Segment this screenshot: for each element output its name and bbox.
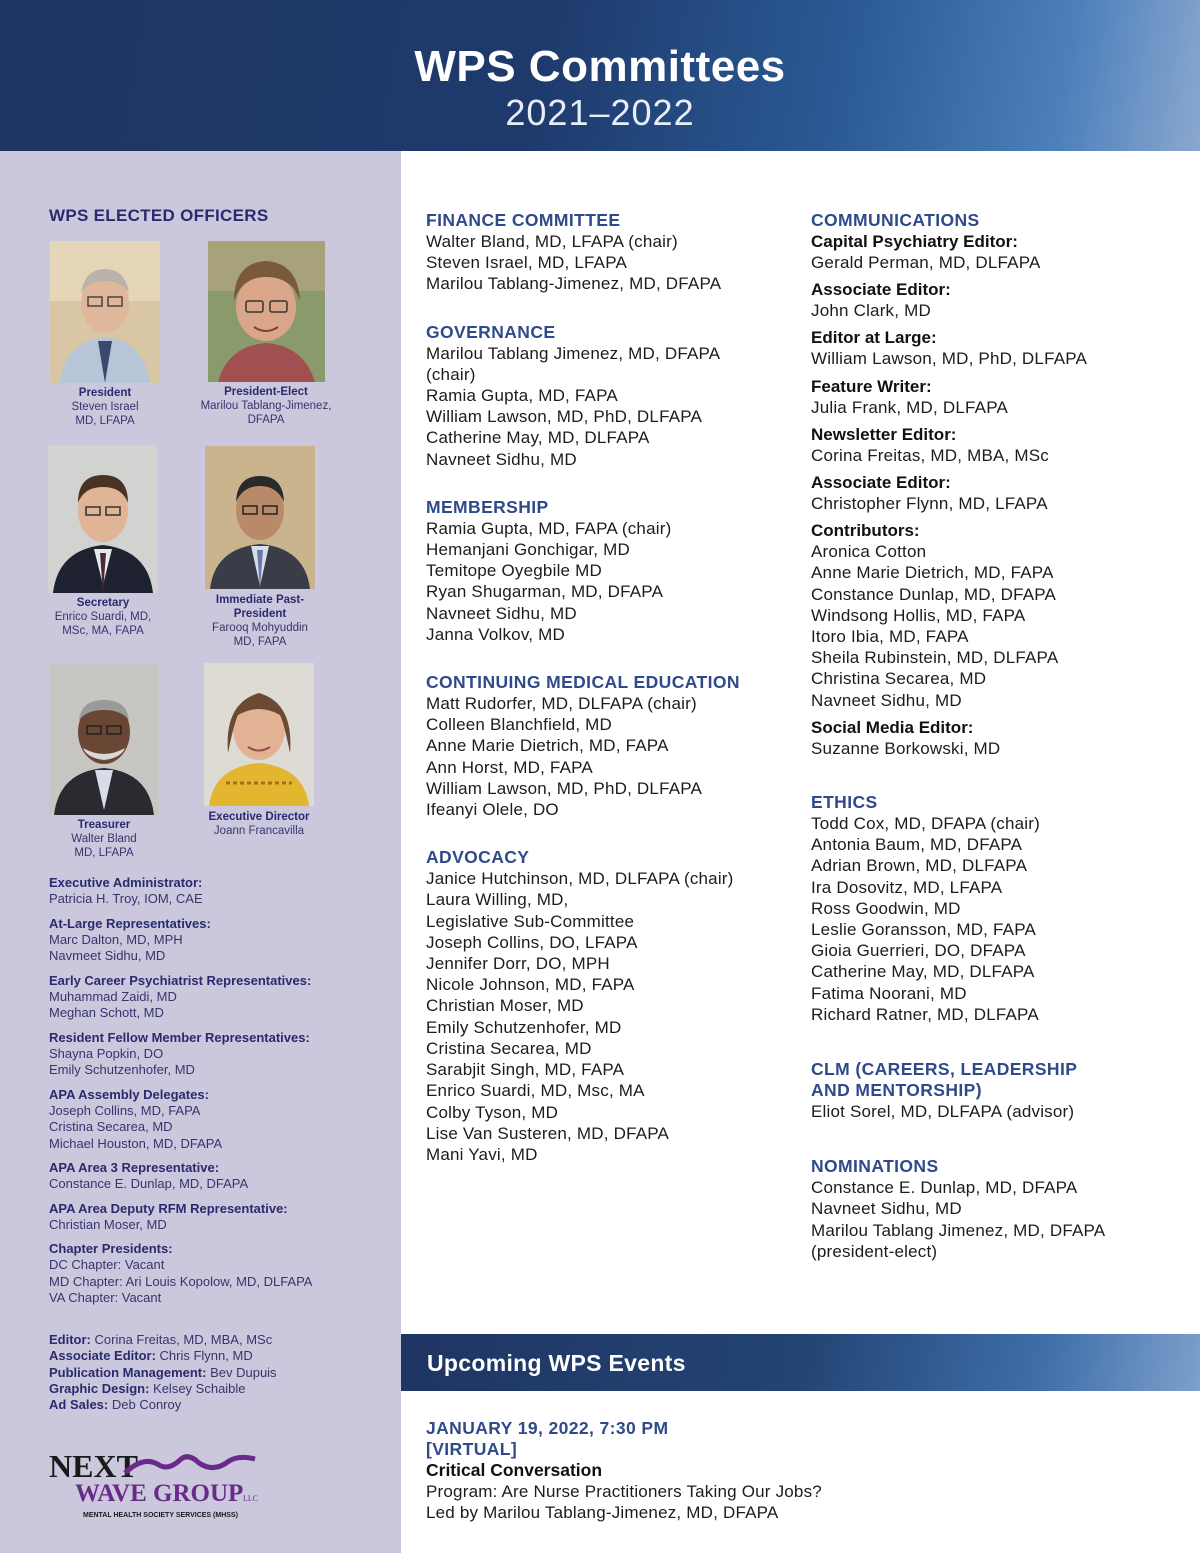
logo-word-wave-group: WAVE GROUP: [75, 1480, 244, 1507]
committee-member: Navneet Sidhu, MD: [811, 1199, 962, 1219]
right-committees-column: [811, 210, 1171, 1289]
officer-secretary: [23, 445, 183, 638]
committee-member: Janna Volkov, MD: [426, 624, 565, 644]
communications-role-label: Associate Editor:: [811, 473, 951, 493]
past-president-photo: [205, 446, 315, 589]
officer-name: Steven Israel MD, LFAPA: [71, 401, 139, 427]
communications-role-label: Contributors:: [811, 521, 920, 541]
committee-section: [811, 1156, 1171, 1262]
communications-role-label: Editor at Large:: [811, 328, 937, 348]
credit-line: [49, 1332, 389, 1348]
communications-member: Julia Frank, MD, DLFAPA: [811, 397, 1009, 417]
event-leader: Led by Marilou Tablang-Jimenez, MD, DFAPA: [426, 1503, 779, 1522]
committee-member: Temitope Oyegbile MD: [426, 561, 602, 581]
page-title: WPS Committees: [414, 42, 786, 91]
committee-member: Ira Dosovitz, MD, LFAPA: [811, 877, 1003, 897]
credit-line: [49, 1381, 389, 1397]
communications-member: Christopher Flynn, MD, LFAPA: [811, 494, 1048, 514]
upcoming-events-title: Upcoming WPS Events: [427, 1350, 686, 1376]
credit-value: Kelsey Schaible: [149, 1380, 246, 1396]
committee-member: Anne Marie Dietrich, MD, FAPA: [426, 736, 669, 756]
role-block-name: DC Chapter: Vacant: [49, 1257, 165, 1272]
executive-director-photo: [204, 663, 314, 806]
committee-member: Ann Horst, MD, FAPA: [426, 757, 593, 777]
officer-immediate-past-president: [180, 446, 340, 649]
committee-member: (chair): [426, 364, 476, 384]
committee-member: Jennifer Dorr, DO, MPH: [426, 954, 610, 974]
committee-title: ADVOCACY: [426, 847, 530, 868]
committee-member: (president-elect): [811, 1241, 938, 1261]
officer-role: Treasurer: [77, 819, 131, 831]
communications-role-label: Capital Psychiatry Editor:: [811, 232, 1018, 251]
committee-member: Catherine May, MD, DLFAPA: [426, 428, 650, 448]
officer-president-elect: [186, 241, 346, 427]
committee-member: Fatima Noorani, MD: [811, 983, 967, 1003]
role-block-name: Joseph Collins, MD, FAPA: [49, 1102, 201, 1118]
officer-role-block: [49, 973, 389, 1022]
role-block-name: Meghan Schott, MD: [49, 1005, 164, 1020]
committee-member: Todd Cox, MD, DFAPA (chair): [811, 814, 1040, 834]
committee-member: Adrian Brown, MD, DLFAPA: [811, 856, 1028, 876]
committee-member: Navneet Sidhu, MD: [426, 449, 577, 469]
credit-value: Bev Dupuis: [206, 1364, 277, 1380]
credit-line: [49, 1348, 389, 1364]
committee-member: Antonia Baum, MD, DFAPA: [811, 835, 1023, 855]
committee-member: Leslie Goransson, MD, FAPA: [811, 920, 1037, 940]
communications-member: Sheila Rubinstein, MD, DLFAPA: [811, 648, 1059, 668]
officer-treasurer: [24, 664, 184, 860]
event-format: [VIRTUAL]: [426, 1439, 518, 1459]
officer-name: Joann Francavilla: [213, 825, 305, 837]
committee-title: GOVERNANCE: [426, 321, 556, 342]
committee-member: Ramia Gupta, MD, FAPA (chair): [426, 518, 672, 538]
role-block-label: Resident Fellow Member Representatives:: [49, 1029, 310, 1045]
communications-member: Gerald Perman, MD, DLFAPA: [811, 253, 1041, 272]
committee-member: Eliot Sorel, MD, DLFAPA (advisor): [811, 1102, 1075, 1122]
committee-member: Ryan Shugarman, MD, DFAPA: [426, 582, 664, 602]
role-block-label: Executive Administrator:: [49, 875, 203, 890]
officer-role: Secretary: [76, 597, 130, 609]
committee-title: MEMBERSHIP: [426, 496, 549, 517]
committee-member: Marilou Tablang Jimenez, MD, DFAPA: [811, 1220, 1106, 1240]
committee-member: Hemanjani Gonchigar, MD: [426, 540, 630, 560]
committee-member: Joseph Collins, DO, LFAPA: [426, 932, 638, 952]
communications-member: Constance Dunlap, MD, DFAPA: [811, 584, 1057, 604]
committee-member: Ross Goodwin, MD: [811, 898, 961, 918]
committee-section: [811, 792, 1171, 1025]
committee-member: Constance E. Dunlap, MD, DFAPA: [811, 1178, 1078, 1198]
committee-member: Christian Moser, MD: [426, 996, 584, 1016]
communications-role-label: Newsletter Editor:: [811, 424, 957, 444]
committee-member: Mani Yavi, MD: [426, 1144, 538, 1164]
communications-role-label: Social Media Editor:: [811, 717, 974, 737]
credit-label: Editor:: [49, 1332, 91, 1347]
officer-role-block: [49, 1030, 389, 1079]
role-block-name: Constance E. Dunlap, MD, DFAPA: [49, 1176, 249, 1191]
event-date: JANUARY 19, 2022, 7:30 PM: [426, 1418, 669, 1438]
committee-member: Sarabjit Singh, MD, FAPA: [426, 1060, 625, 1080]
event-item: [426, 1418, 1186, 1523]
secretary-photo: [48, 445, 158, 593]
logo-tagline: MENTAL HEALTH SOCIETY SERVICES (MHSS): [83, 1512, 238, 1519]
credit-line: [49, 1397, 389, 1413]
credit-label: Graphic Design:: [49, 1380, 150, 1396]
role-block-name: MD Chapter: Ari Louis Kopolow, MD, DLFAPA: [49, 1273, 313, 1289]
committee-member: Enrico Suardi, MD, Msc, MA: [426, 1081, 645, 1101]
committee-section: [811, 1059, 1171, 1122]
committee-member: Colby Tyson, MD: [426, 1102, 559, 1122]
officer-name: Farooq Mohyuddin MD, FAPA: [212, 622, 308, 648]
committee-member: Gioia Guerrieri, DO, DFAPA: [811, 941, 1026, 961]
committee-member: Walter Bland, MD, LFAPA (chair): [426, 232, 678, 251]
role-block-name: Muhammad Zaidi, MD: [49, 988, 177, 1004]
role-block-name: Navmeet Sidhu, MD: [49, 948, 166, 963]
role-block-name: Christian Moser, MD: [49, 1216, 167, 1232]
role-block-name: VA Chapter: Vacant: [49, 1290, 162, 1305]
role-block-name: Cristina Secarea, MD: [49, 1119, 173, 1134]
committee-member: Catherine May, MD, DLFAPA: [811, 962, 1035, 982]
committee-title: COMMUNICATIONS: [811, 210, 980, 230]
communications-member: Corina Freitas, MD, MBA, MSc: [811, 445, 1049, 465]
committee-member: William Lawson, MD, PhD, DLFAPA: [426, 778, 703, 798]
page-years: 2021–2022: [505, 92, 695, 133]
committee-member: Colleen Blanchfield, MD: [426, 715, 613, 735]
officer-name: Marilou Tablang-Jimenez, DFAPA: [200, 400, 332, 426]
role-block-name: Michael Houston, MD, DFAPA: [49, 1135, 223, 1151]
committee-title: ETHICS: [811, 792, 878, 813]
credit-line: [49, 1365, 389, 1381]
credit-label: Publication Management:: [49, 1364, 207, 1380]
committee-section: [426, 672, 796, 820]
role-block-name: Patricia H. Troy, IOM, CAE: [49, 891, 203, 906]
communications-member: Christina Secarea, MD: [811, 669, 987, 689]
communications-member: Aronica Cotton: [811, 542, 927, 562]
committee-title: CLM (CAREERS, LEADERSHIP AND MENTORSHIP): [811, 1059, 1078, 1101]
credit-value: Deb Conroy: [108, 1397, 182, 1413]
committee-title: NOMINATIONS: [811, 1156, 939, 1177]
role-block-name: Shayna Popkin, DO: [49, 1045, 164, 1061]
logo-suffix: LLC: [243, 1494, 259, 1503]
committee-member: Ifeanyi Olele, DO: [426, 800, 559, 820]
page-header: [0, 0, 1200, 151]
role-block-name: Marc Dalton, MD, MPH: [49, 931, 183, 947]
officer-role-block: [49, 1201, 389, 1234]
committee-member: Lise Van Susteren, MD, DFAPA: [426, 1123, 670, 1143]
officer-role-block: [49, 1160, 389, 1193]
communications-member: Anne Marie Dietrich, MD, FAPA: [811, 563, 1054, 583]
officer-executive-director: [179, 663, 339, 838]
officer-role: Immediate Past- President: [215, 594, 305, 620]
communications-member: Windsong Hollis, MD, FAPA: [811, 605, 1026, 625]
credit-label: Associate Editor:: [49, 1348, 156, 1364]
officer-role: President-Elect: [224, 386, 308, 398]
communications-role-label: Feature Writer:: [811, 376, 932, 396]
role-block-label: APA Area 3 Representative:: [49, 1160, 220, 1175]
committee-section: [426, 497, 796, 645]
committee-member: Ramia Gupta, MD, FAPA: [426, 386, 618, 406]
officer-president: [25, 241, 185, 428]
committee-member: Janice Hutchinson, MD, DLFAPA (chair): [426, 869, 734, 889]
logo-word-next: NEXT: [49, 1448, 138, 1484]
credit-label: Ad Sales:: [49, 1397, 109, 1413]
committee-title: FINANCE COMMITTEE: [426, 210, 621, 230]
credit-value: Chris Flynn, MD: [155, 1348, 253, 1364]
president-photo: [50, 241, 160, 383]
officers-heading: WPS ELECTED OFFICERS: [49, 206, 269, 225]
role-block-label: APA Area Deputy RFM Representative:: [49, 1200, 288, 1216]
committee-member: William Lawson, MD, PhD, DLFAPA: [426, 407, 703, 427]
committee-section: [426, 322, 796, 470]
event-program: Program: Are Nurse Practitioners Taking Our Jobs?: [426, 1482, 822, 1501]
officer-roles-list: [49, 875, 389, 1315]
role-block-name: Emily Schutzenhofer, MD: [49, 1062, 195, 1077]
committee-member: Laura Willing, MD,: [426, 890, 569, 910]
role-block-label: Chapter Presidents:: [49, 1241, 173, 1256]
event-title: Critical Conversation: [426, 1460, 603, 1480]
treasurer-photo: [49, 664, 159, 815]
officer-name: Walter Bland MD, LFAPA: [71, 833, 137, 859]
officer-role-block: [49, 875, 389, 908]
committee-member: Marilou Tablang Jimenez, MD, DFAPA: [426, 343, 721, 363]
role-block-label: Early Career Psychiatrist Representatives:: [49, 972, 312, 988]
communications-member: Suzanne Borkowski, MD: [811, 738, 1001, 758]
committee-section: [426, 847, 796, 1165]
officer-role-block: [49, 916, 389, 965]
credit-value: Corina Freitas, MD, MBA, MSc: [90, 1332, 273, 1347]
committee-member: Steven Israel, MD, LFAPA: [426, 253, 628, 273]
committee-member: Emily Schutzenhofer, MD: [426, 1017, 622, 1037]
committee-member: Navneet Sidhu, MD: [426, 603, 577, 623]
upcoming-events-banner: [401, 1334, 1200, 1391]
communications-member: Itoro Ibia, MD, FAPA: [811, 627, 969, 647]
officer-role-block: [49, 1087, 389, 1153]
committee-member: Cristina Secarea, MD: [426, 1038, 592, 1058]
communications-role-label: Associate Editor:: [811, 280, 951, 300]
committee-member: Marilou Tablang-Jimenez, MD, DFAPA: [426, 274, 722, 294]
role-block-label: At-Large Representatives:: [49, 915, 211, 931]
officer-role: President: [78, 387, 132, 399]
officer-name: Enrico Suardi, MD, MSc, MA, FAPA: [54, 611, 152, 637]
communications-member: Navneet Sidhu, MD: [811, 690, 962, 710]
middle-committees-column: [426, 210, 796, 1192]
committee-section: [426, 210, 796, 295]
committee-member: Matt Rudorfer, MD, DLFAPA (chair): [426, 694, 697, 714]
communications-member: William Lawson, MD, PhD, DLFAPA: [811, 349, 1088, 369]
communications-section: [811, 210, 1171, 759]
officer-role-block: [49, 1241, 389, 1307]
committee-member: Legislative Sub-Committee: [426, 911, 635, 931]
committee-member: Richard Ratner, MD, DLFAPA: [811, 1004, 1039, 1024]
masthead-credits: [49, 1332, 389, 1413]
communications-member: John Clark, MD: [811, 301, 931, 321]
officer-role: Executive Director: [208, 811, 310, 823]
committee-title: CONTINUING MEDICAL EDUCATION: [426, 672, 740, 693]
president-elect-photo: [208, 241, 325, 382]
committee-member: Nicole Johnson, MD, FAPA: [426, 975, 635, 995]
role-block-label: APA Assembly Delegates:: [49, 1086, 209, 1102]
next-wave-group-logo: [49, 1443, 269, 1523]
